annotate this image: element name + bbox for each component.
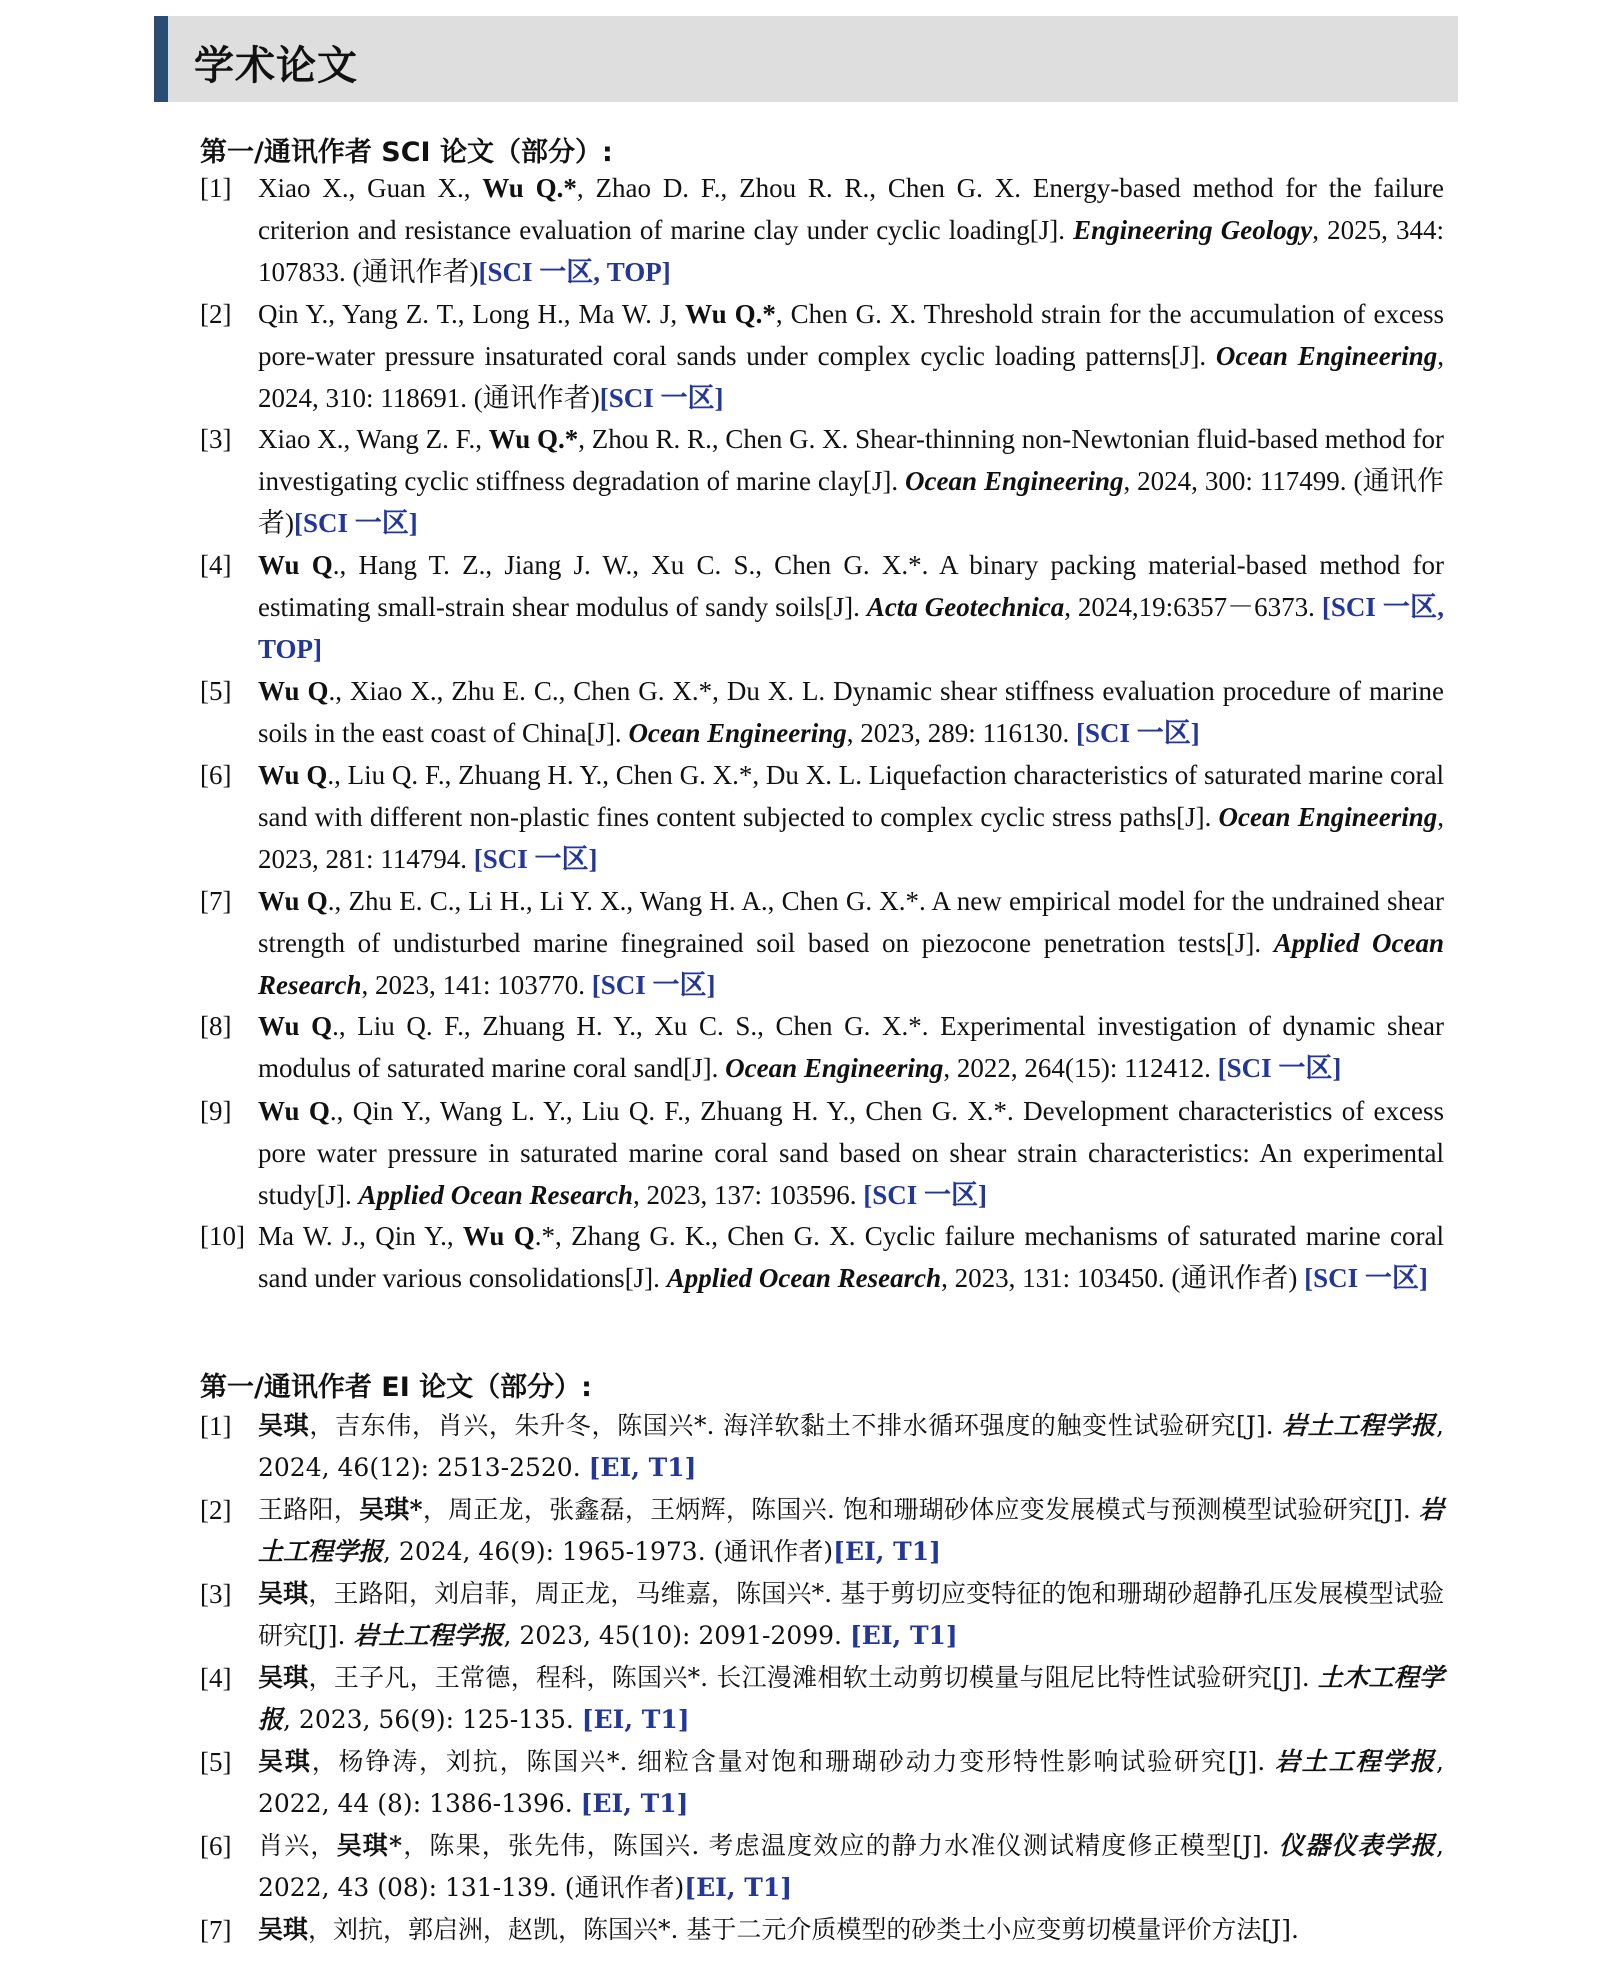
reference-text xyxy=(258,1405,1444,1489)
highlighted-author: 吴琪 xyxy=(258,1663,309,1692)
reference-text xyxy=(258,1090,1444,1216)
reference-volume: , 2025, 344: 107833. (通讯作者) xyxy=(258,215,1444,287)
index-tag: [EI, T1] xyxy=(588,1453,697,1482)
journal-name: 岩土工程学报 xyxy=(1282,1411,1437,1440)
journal-name: 仪器仪表学报 xyxy=(1278,1831,1437,1860)
reference-text xyxy=(258,293,1444,419)
reference-number: [6] xyxy=(200,1831,232,1861)
ei-reference-item xyxy=(200,1489,1444,1573)
author-prefix: 王路阳， xyxy=(258,1495,360,1524)
reference-body: ，陈果，张先伟，陈国兴. 考虑温度效应的静力水准仪测试精度修正模型[J]. xyxy=(402,1831,1279,1860)
sci-reference-item xyxy=(200,670,1444,754)
reference-volume: , 2024, 46(12): 2513-2520. xyxy=(258,1411,1444,1482)
journal-name: 岩土工程学报 xyxy=(353,1621,504,1650)
index-tag: [SCI 一区] xyxy=(473,844,598,874)
index-tag: [EI, T1] xyxy=(581,1705,690,1734)
reference-text xyxy=(258,544,1444,670)
index-tag: [SCI 一区] xyxy=(1075,718,1200,748)
author-prefix: Xiao X., Guan X., xyxy=(258,173,483,203)
reference-number: [3] xyxy=(200,1579,232,1609)
reference-volume: , 2022, 264(15): 112412. xyxy=(943,1053,1218,1083)
author-prefix: 肖兴， xyxy=(258,1831,337,1860)
reference-text xyxy=(258,1741,1444,1825)
reference-volume: , 2023, 289: 116130. xyxy=(846,718,1076,748)
reference-volume: , 2024, 310: 118691. (通讯作者) xyxy=(258,341,1444,413)
reference-text xyxy=(258,167,1444,293)
highlighted-author: Wu Q xyxy=(258,1011,333,1041)
index-tag: [SCI 一区] xyxy=(591,970,716,1000)
reference-number: [6] xyxy=(200,760,232,790)
reference-volume: , 2023, 281: 114794. xyxy=(258,802,1444,874)
highlighted-author: 吴琪 xyxy=(258,1579,309,1608)
index-tag: [SCI 一区] xyxy=(1217,1053,1342,1083)
reference-body: ., Liu Q. F., Zhuang H. Y., Chen G. X.*, Du X. L. Liquefaction characteristics of saturated marine coral sand with different non-plastic fines content subjected to complex cyclic stress paths[J]. xyxy=(258,760,1445,832)
page-title: 学术论文 xyxy=(194,43,358,89)
journal-name: 岩土工程学报 xyxy=(258,1495,1444,1566)
journal-name: Applied Ocean Research xyxy=(666,1263,942,1293)
highlighted-author: 吴琪 xyxy=(258,1915,309,1944)
reference-volume: , 2023, 131: 103450. (通讯作者) xyxy=(941,1263,1305,1293)
reference-number: [8] xyxy=(200,1011,232,1041)
reference-body: ., Hang T. Z., Jiang J. W., Xu C. S., Chen G. X.*. A binary packing material-based method for estimating small-strain shear modulus of sandy soils[J]. xyxy=(258,550,1444,622)
highlighted-author: Wu Q.* xyxy=(482,173,577,203)
reference-volume: , 2024, 300: 117499. (通讯作者) xyxy=(258,466,1444,538)
ei-reference-item xyxy=(200,1573,1444,1657)
reference-body: ，吉东伟，肖兴，朱升冬，陈国兴*. 海洋软黏土不排水循环强度的触变性试验研究[J]. xyxy=(309,1411,1283,1440)
journal-name: Applied Ocean Research xyxy=(258,928,1444,1000)
sci-reference-item xyxy=(200,880,1444,1006)
ei-reference-item xyxy=(200,1405,1444,1489)
reference-number: [4] xyxy=(200,1663,232,1693)
reference-body: , Zhou R. R., Chen G. X. Shear-thinning non-Newtonian fluid-based method for investigating cyclic stiffness degradation of marine clay[J]. xyxy=(258,424,1444,496)
reference-text xyxy=(258,1573,1444,1657)
ei-reference-item xyxy=(200,1657,1444,1741)
highlighted-author: Wu Q xyxy=(258,676,329,706)
sci-reference-item xyxy=(200,293,1444,419)
reference-number: [4] xyxy=(200,550,232,580)
reference-volume: , 2024,19:6357－6373. xyxy=(1064,592,1322,622)
sci-reference-item xyxy=(200,418,1444,544)
reference-number: [7] xyxy=(200,886,232,916)
reference-number: [10] xyxy=(200,1221,245,1251)
reference-number: [7] xyxy=(200,1915,232,1945)
highlighted-author: Wu Q xyxy=(258,1096,330,1126)
sci-reference-item xyxy=(200,1005,1444,1089)
reference-body: ., Qin Y., Wang L. Y., Liu Q. F., Zhuang H. Y., Chen G. X.*. Development characteristics of excess pore water pressure in saturated marine coral sand based on shear strain characteristics: An experimental study[J]. xyxy=(258,1096,1444,1210)
highlighted-author: Wu Q.* xyxy=(685,299,776,329)
highlighted-author: Wu Q xyxy=(258,886,328,916)
reference-body: ，王路阳，刘启菲，周正龙，马维嘉，陈国兴*. 基于剪切应变特征的饱和珊瑚砂超静孔压发展模型试验研究[J]. xyxy=(258,1579,1444,1650)
reference-body: , Chen G. X. Threshold strain for the accumulation of excess pore-water pressure insaturated coral sands under complex cyclic loading patterns[J]. xyxy=(258,299,1445,371)
section-header xyxy=(154,16,1458,102)
reference-text xyxy=(258,1005,1444,1089)
journal-name: Ocean Engineering xyxy=(725,1053,944,1083)
reference-volume: , 2023, 141: 103770. xyxy=(361,970,592,1000)
reference-text xyxy=(258,1909,1444,1951)
index-tag: [SCI 一区] xyxy=(863,1180,988,1210)
index-tag: [EI, T1] xyxy=(849,1621,958,1650)
author-prefix: Ma W. J., Qin Y., xyxy=(258,1221,463,1251)
journal-name: Ocean Engineering xyxy=(628,718,847,748)
reference-body: ，刘抗，郭启洲，赵凯，陈国兴*. 基于二元介质模型的砂类土小应变剪切模量评价方法[J]. xyxy=(308,1915,1299,1944)
reference-volume: , 2024, 46(9): 1965-1973. (通讯作者) xyxy=(383,1537,834,1566)
index-tag: [EI, T1] xyxy=(580,1789,689,1818)
highlighted-author: 吴琪 xyxy=(258,1747,312,1776)
index-tag: [SCI 一区] xyxy=(1304,1263,1428,1293)
reference-number: [1] xyxy=(200,173,232,203)
index-tag: [SCI 一区] xyxy=(599,383,724,413)
author-prefix: Xiao X., Wang Z. F., xyxy=(258,424,489,454)
header-accent-bar xyxy=(154,16,168,102)
journal-name: 岩土工程学报 xyxy=(1274,1747,1437,1776)
reference-number: [5] xyxy=(200,1747,232,1777)
reference-text xyxy=(258,670,1444,754)
reference-body: ，周正龙，张鑫磊，王炳辉，陈国兴. 饱和珊瑚砂体应变发展模式与预测模型试验研究[J]. xyxy=(422,1495,1419,1524)
reference-volume: , 2022, 44 (8): 1386-1396. xyxy=(258,1747,1444,1818)
sci-reference-item xyxy=(200,754,1444,880)
index-tag: [SCI 一区, TOP] xyxy=(258,592,1444,664)
reference-number: [5] xyxy=(200,676,232,706)
reference-text xyxy=(258,754,1444,880)
reference-number: [2] xyxy=(200,299,232,329)
reference-text xyxy=(258,1489,1444,1573)
sci-reference-item xyxy=(200,544,1444,670)
reference-body: ，杨铮涛，刘抗，陈国兴*. 细粒含量对饱和珊瑚砂动力变形特性影响试验研究[J]. xyxy=(311,1747,1275,1776)
index-tag: [EI, T1] xyxy=(833,1537,941,1566)
reference-text xyxy=(258,1657,1444,1741)
journal-name: Engineering Geology xyxy=(1073,215,1313,245)
reference-body: , Zhao D. F., Zhou R. R., Chen G. X. Energy-based method for the failure criterion and resistance evaluation of marine clay under cyclic loading[J]. xyxy=(258,173,1445,245)
author-prefix: Qin Y., Yang Z. T., Long H., Ma W. J, xyxy=(258,299,686,329)
highlighted-author: Wu Q.* xyxy=(488,424,579,454)
reference-body: ., Xiao X., Zhu E. C., Chen G. X.*, Du X. L. Dynamic shear stiffness evaluation procedure of marine soils in the east coast of China[J]. xyxy=(258,676,1444,748)
reference-number: [3] xyxy=(200,424,232,454)
ei-reference-item xyxy=(200,1825,1444,1909)
reference-text xyxy=(258,1215,1444,1299)
reference-body: ., Zhu E. C., Li H., Li Y. X., Wang H. A., Chen G. X.*. A new empirical model for the undrained shear strength of undisturbed marine finegrained soil based on piezocone penetration tests[J]. xyxy=(258,886,1444,958)
sci-section-title: 第一/通讯作者 SCI 论文（部分）: xyxy=(200,137,613,168)
reference-body: ，王子凡，王常德，程科，陈国兴*. 长江漫滩相软土动剪切模量与阻尼比特性试验研究[J]. xyxy=(308,1663,1318,1692)
highlighted-author: 吴琪 xyxy=(258,1411,310,1440)
highlighted-author: Wu Q xyxy=(462,1221,535,1251)
ei-reference-item xyxy=(200,1741,1444,1825)
reference-text xyxy=(258,1825,1444,1909)
reference-number: [1] xyxy=(200,1411,232,1441)
journal-name: Ocean Engineering xyxy=(905,466,1124,496)
index-tag: [SCI 一区] xyxy=(294,508,418,538)
ei-section-title: 第一/通讯作者 EI 论文（部分）: xyxy=(200,1372,592,1403)
reference-volume: , 2023, 56(9): 125-135. xyxy=(283,1705,582,1734)
index-tag: [SCI 一区, TOP] xyxy=(478,257,671,287)
highlighted-author: 吴琪* xyxy=(359,1495,423,1524)
sci-reference-item xyxy=(200,1215,1444,1299)
highlighted-author: Wu Q xyxy=(258,760,328,790)
journal-name: Applied Ocean Research xyxy=(358,1180,633,1210)
journal-name: Acta Geotechnica xyxy=(866,592,1065,622)
highlighted-author: 吴琪* xyxy=(336,1831,403,1860)
journal-name: Ocean Engineering xyxy=(1215,341,1438,371)
reference-text xyxy=(258,418,1444,544)
index-tag: [EI, T1] xyxy=(684,1873,793,1902)
journal-name: Ocean Engineering xyxy=(1218,802,1438,832)
reference-volume: , 2023, 45(10): 2091-2099. xyxy=(503,1621,850,1650)
reference-volume: , 2023, 137: 103596. xyxy=(632,1180,864,1210)
sci-reference-item xyxy=(200,1090,1444,1216)
reference-number: [9] xyxy=(200,1096,232,1126)
sci-reference-item xyxy=(200,167,1444,293)
reference-body: ., Liu Q. F., Zhuang H. Y., Xu C. S., Chen G. X.*. Experimental investigation of dynamic shear modulus of saturated marine coral sand[J]. xyxy=(258,1011,1444,1083)
highlighted-author: Wu Q xyxy=(258,550,333,580)
ei-reference-item xyxy=(200,1909,1444,1951)
reference-number: [2] xyxy=(200,1495,232,1525)
reference-body: .*, Zhang G. K., Chen G. X. Cyclic failure mechanisms of saturated marine coral sand under various consolidations[J]. xyxy=(258,1221,1444,1293)
reference-volume: , 2022, 43 (08): 131-139. (通讯作者) xyxy=(258,1831,1444,1902)
journal-name: 土木工程学报 xyxy=(258,1663,1444,1734)
reference-text xyxy=(258,880,1444,1006)
